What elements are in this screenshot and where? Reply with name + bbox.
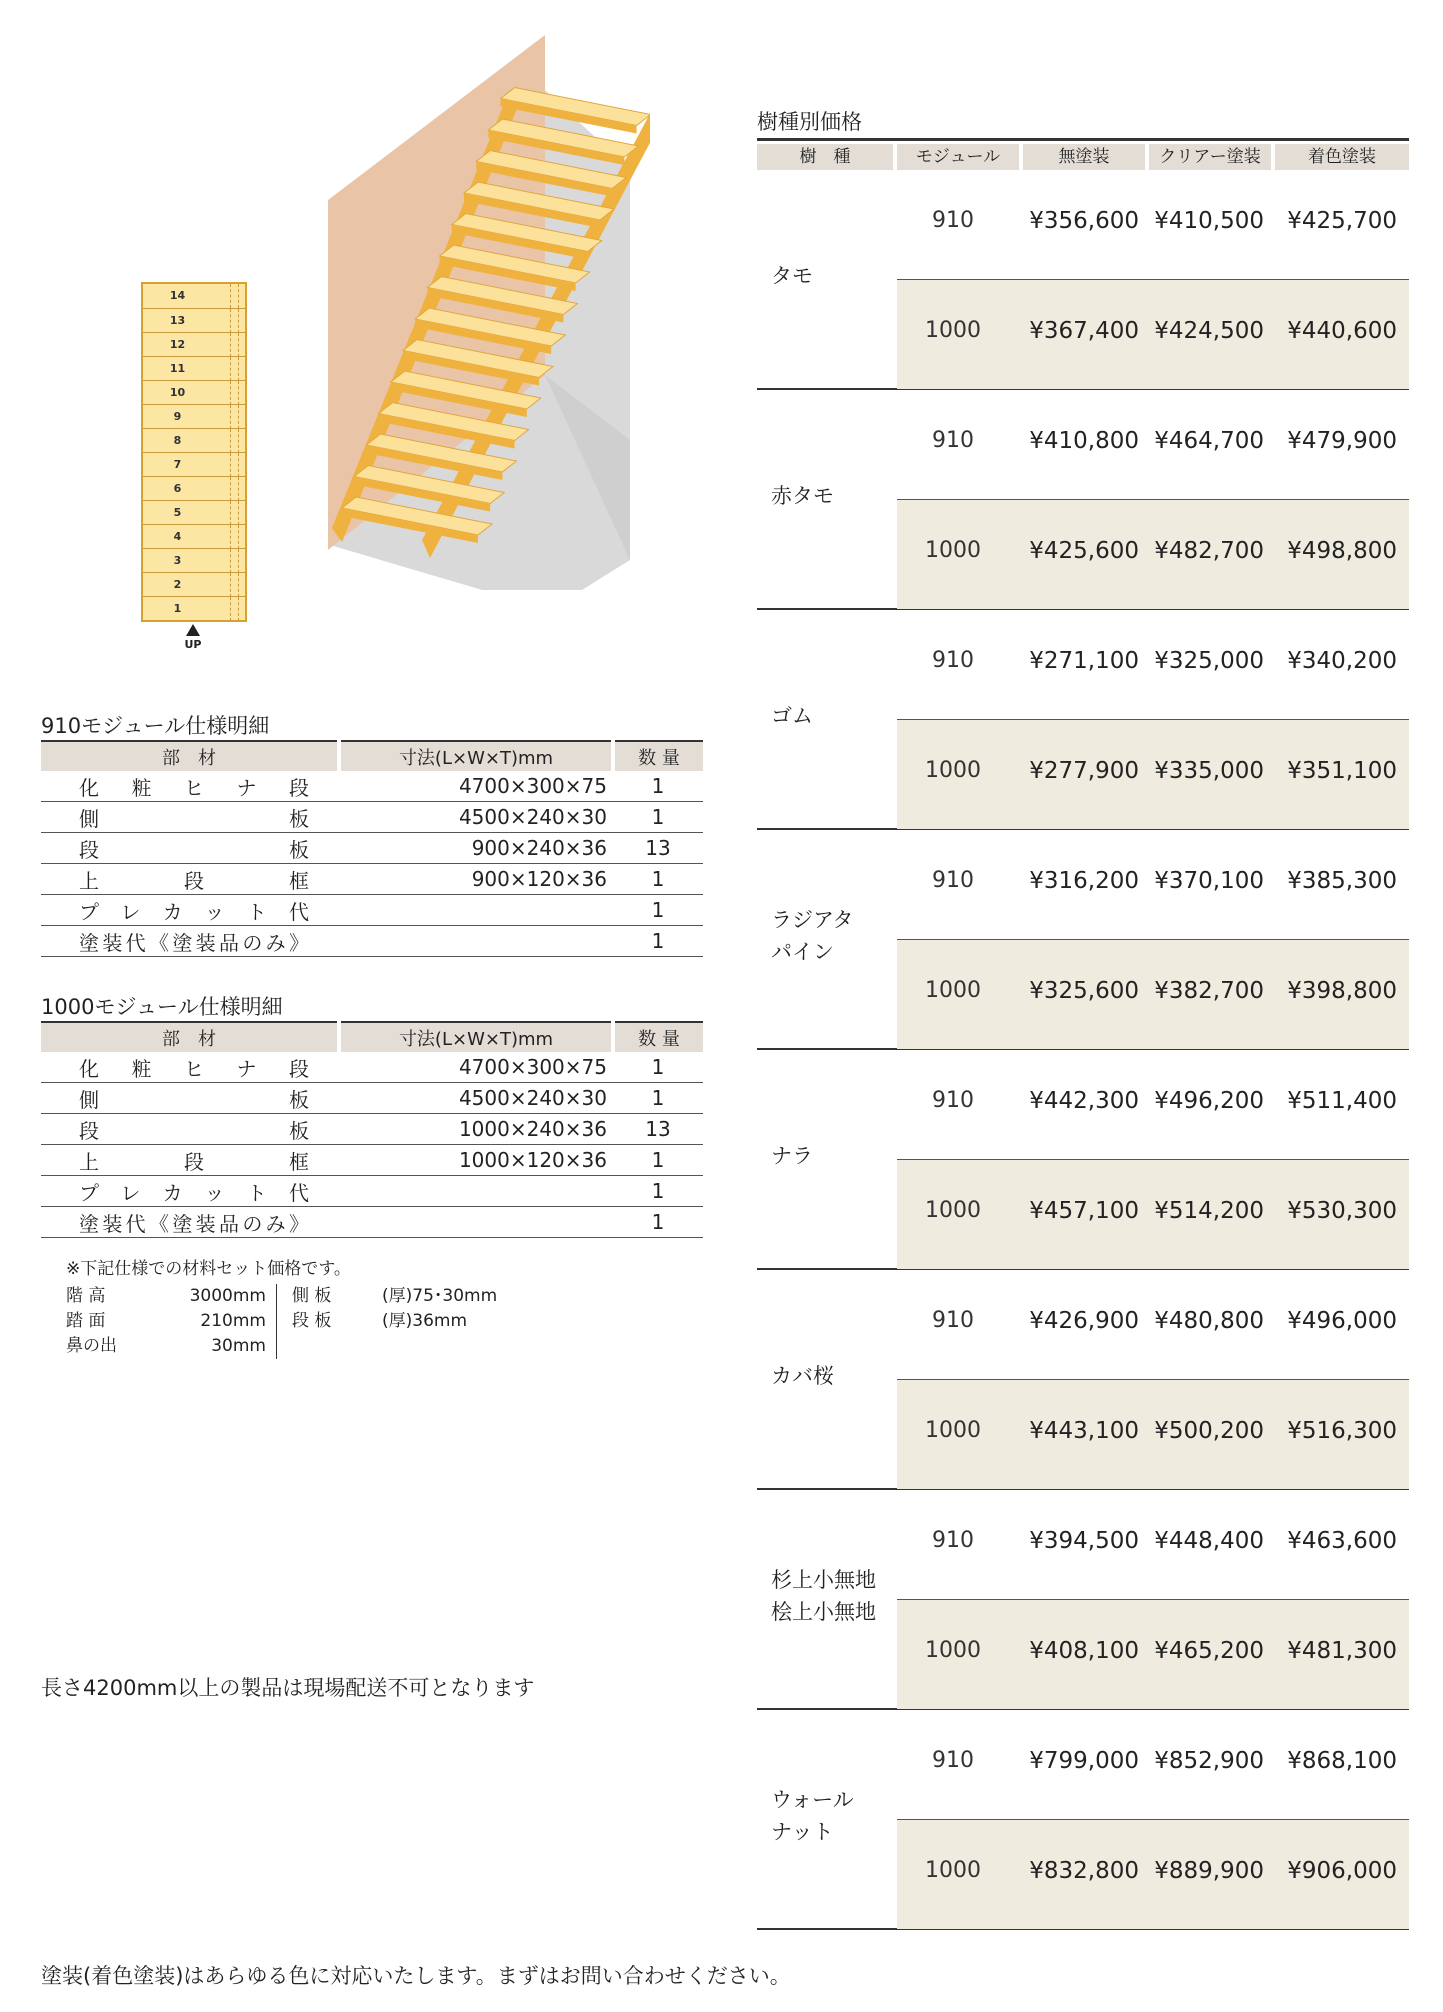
plan-step — [143, 548, 245, 573]
plan-step — [143, 356, 245, 381]
header-part: 部 材 — [41, 741, 339, 771]
price-row — [897, 170, 1409, 280]
price-clear: ¥480,800 — [1154, 1308, 1264, 1334]
header-species: 樹 種 — [757, 144, 893, 170]
part-qty: 1 — [613, 1145, 703, 1176]
module-value: 910 — [932, 428, 974, 453]
price-clear: ¥370,100 — [1154, 868, 1264, 894]
price-unfinished: ¥425,600 — [1029, 538, 1139, 564]
spec-row — [41, 1145, 703, 1176]
species-line: カバ桜 — [771, 1364, 834, 1388]
price-group — [757, 1270, 1409, 1490]
price-row — [897, 390, 1409, 500]
price-unfinished: ¥325,600 — [1029, 978, 1139, 1004]
module-value: 1000 — [925, 318, 981, 343]
price-unfinished: ¥408,100 — [1029, 1638, 1139, 1664]
module-value: 910 — [932, 648, 974, 673]
part-qty: 1 — [613, 1052, 703, 1083]
species-line: ラジアタ — [771, 908, 854, 932]
price-clear: ¥464,700 — [1154, 428, 1264, 454]
species-line: 杉上小無地 — [771, 1568, 876, 1592]
part-size: 4500×240×30 — [458, 805, 607, 829]
price-group — [757, 170, 1409, 390]
price-row — [897, 1160, 1409, 1269]
spec-row — [41, 1083, 703, 1114]
price-unfinished: ¥443,100 — [1029, 1418, 1139, 1444]
price-clear: ¥496,200 — [1154, 1088, 1264, 1114]
spec-row — [41, 1114, 703, 1145]
part-size: 900×240×36 — [471, 836, 607, 860]
part-qty: 1 — [613, 895, 703, 926]
price-clear: ¥424,500 — [1154, 318, 1264, 344]
price-clear: ¥382,700 — [1154, 978, 1264, 1004]
price-row — [897, 1270, 1409, 1380]
price-clear: ¥482,700 — [1154, 538, 1264, 564]
part-size — [607, 929, 613, 953]
part-qty: 1 — [613, 864, 703, 895]
part-name: 段板 — [79, 1118, 309, 1143]
species-name — [771, 1784, 854, 1848]
plan-step — [143, 404, 245, 429]
part-name: 塗装代《塗装品のみ》 — [79, 930, 309, 955]
module-value: 1000 — [925, 978, 981, 1003]
cond-row: 段 板 (厚)36mm — [292, 1311, 468, 1331]
plan-step — [143, 332, 245, 357]
price-clear: ¥500,200 — [1154, 1418, 1264, 1444]
spec910-table — [41, 740, 703, 957]
part-qty: 1 — [613, 1083, 703, 1114]
price-colored: ¥516,300 — [1287, 1418, 1397, 1444]
price-unfinished: ¥410,800 — [1029, 428, 1139, 454]
spec-row — [41, 1052, 703, 1083]
part-qty: 1 — [613, 1176, 703, 1207]
plan-step-number: 4 — [173, 530, 182, 543]
plan-step — [143, 572, 245, 597]
plan-step-number: 5 — [173, 506, 182, 519]
price-clear: ¥325,000 — [1154, 648, 1264, 674]
part-size — [607, 1210, 613, 1234]
species-name — [771, 1564, 876, 1628]
price-row — [897, 610, 1409, 720]
part-size: 1000×240×36 — [458, 1117, 607, 1141]
conditions-left — [66, 1284, 277, 1359]
part-name: 側板 — [79, 806, 309, 831]
plan-step — [143, 524, 245, 549]
price-colored: ¥340,200 — [1287, 648, 1397, 674]
module-value: 910 — [932, 208, 974, 233]
plan-step-number: 14 — [169, 289, 186, 302]
footer-note: 塗装(着色塗装)はあらゆる色に対応いたします。まずはお問い合わせください。 — [41, 1964, 791, 1988]
plan-step-number: 9 — [173, 410, 182, 423]
price-colored: ¥868,100 — [1287, 1748, 1397, 1774]
header-qty: 数 量 — [613, 741, 703, 771]
part-name: 化粧ヒナ段 — [79, 775, 309, 800]
cond-row: 階 高 3000mm — [66, 1286, 266, 1306]
material-set-note: ※下記仕様での材料セット価格です。 — [66, 1259, 351, 1279]
part-size: 1000×120×36 — [458, 1148, 607, 1172]
plan-step-number: 3 — [173, 554, 182, 567]
spec1000-title: 1000モジュール仕様明細 — [41, 995, 283, 1019]
plan-step-number: 6 — [173, 482, 182, 495]
price-clear: ¥410,500 — [1154, 208, 1264, 234]
header-unfinished: 無塗装 — [1023, 144, 1145, 170]
species-name — [771, 1140, 813, 1172]
species-line: ゴム — [771, 704, 813, 728]
price-clear: ¥448,400 — [1154, 1528, 1264, 1554]
price-colored: ¥440,600 — [1287, 318, 1397, 344]
module-value: 1000 — [925, 1858, 981, 1883]
price-colored: ¥463,600 — [1287, 1528, 1397, 1554]
price-clear: ¥335,000 — [1154, 758, 1264, 784]
price-group — [757, 610, 1409, 830]
plan-step — [143, 308, 245, 333]
header-size: 寸法(L×W×T)mm — [339, 1022, 613, 1052]
cond-row: 鼻の出 30mm — [66, 1336, 266, 1356]
species-line: 赤タモ — [771, 484, 834, 508]
price-row — [897, 1380, 1409, 1489]
part-size: 4700×300×75 — [458, 774, 607, 798]
price-colored: ¥498,800 — [1287, 538, 1397, 564]
module-value: 1000 — [925, 538, 981, 563]
price-colored: ¥511,400 — [1287, 1088, 1397, 1114]
header-clear: クリアー塗装 — [1149, 144, 1271, 170]
price-group — [757, 1710, 1409, 1930]
price-colored: ¥351,100 — [1287, 758, 1397, 784]
plan-step-number: 12 — [169, 338, 186, 351]
part-name: プレカット代 — [79, 1180, 309, 1205]
price-colored: ¥530,300 — [1287, 1198, 1397, 1224]
plan-step — [143, 500, 245, 525]
price-clear: ¥514,200 — [1154, 1198, 1264, 1224]
plan-step — [143, 380, 245, 405]
price-unfinished: ¥832,800 — [1029, 1858, 1139, 1884]
part-name: 上段框 — [79, 868, 309, 893]
header-qty: 数 量 — [613, 1022, 703, 1052]
price-unfinished: ¥457,100 — [1029, 1198, 1139, 1224]
species-line: 桧上小無地 — [771, 1600, 876, 1624]
spec-row — [41, 1207, 703, 1238]
header-size: 寸法(L×W×T)mm — [339, 741, 613, 771]
spec-row — [41, 802, 703, 833]
price-row — [897, 940, 1409, 1049]
spec910-title: 910モジュール仕様明細 — [41, 714, 270, 738]
module-value: 1000 — [925, 758, 981, 783]
part-qty: 1 — [613, 926, 703, 957]
module-value: 910 — [932, 1308, 974, 1333]
part-name: 側板 — [79, 1087, 309, 1112]
part-size: 4700×300×75 — [458, 1055, 607, 1079]
price-unfinished: ¥442,300 — [1029, 1088, 1139, 1114]
species-name — [771, 700, 813, 732]
module-value: 910 — [932, 1528, 974, 1553]
price-group — [757, 1490, 1409, 1710]
conditions-right — [292, 1284, 532, 1334]
module-value: 910 — [932, 1748, 974, 1773]
plan-step-number: 10 — [169, 386, 186, 399]
price-unfinished: ¥367,400 — [1029, 318, 1139, 344]
price-unfinished: ¥799,000 — [1029, 1748, 1139, 1774]
species-line: ナット — [771, 1820, 834, 1844]
price-colored: ¥385,300 — [1287, 868, 1397, 894]
staircase-illustration — [320, 30, 650, 590]
species-name — [771, 260, 813, 292]
spec1000-table — [41, 1021, 703, 1238]
price-unfinished: ¥356,600 — [1029, 208, 1139, 234]
spec-row — [41, 926, 703, 957]
part-size — [607, 1179, 613, 1203]
module-value: 1000 — [925, 1638, 981, 1663]
price-colored: ¥425,700 — [1287, 208, 1397, 234]
part-qty: 1 — [613, 771, 703, 802]
part-qty: 1 — [613, 802, 703, 833]
price-colored: ¥496,000 — [1287, 1308, 1397, 1334]
cond-row: 側 板 (厚)75･30mm — [292, 1286, 498, 1306]
header-module: モジュール — [897, 144, 1019, 170]
price-row — [897, 500, 1409, 609]
spec-row — [41, 833, 703, 864]
price-colored: ¥479,900 — [1287, 428, 1397, 454]
price-colored: ¥398,800 — [1287, 978, 1397, 1004]
module-value: 1000 — [925, 1198, 981, 1223]
plan-step-number: 11 — [169, 362, 186, 375]
price-clear: ¥852,900 — [1154, 1748, 1264, 1774]
species-line: タモ — [771, 264, 813, 288]
plan-step-number: 13 — [169, 314, 186, 327]
price-colored: ¥906,000 — [1287, 1858, 1397, 1884]
species-name — [771, 480, 834, 512]
part-name: 塗装代《塗装品のみ》 — [79, 1211, 309, 1236]
plan-step-number: 8 — [173, 434, 182, 447]
price-row — [897, 1710, 1409, 1820]
part-size: 4500×240×30 — [458, 1086, 607, 1110]
plan-step-number: 7 — [173, 458, 182, 471]
plan-step — [143, 452, 245, 477]
header-colored: 着色塗装 — [1275, 144, 1409, 170]
module-value: 910 — [932, 868, 974, 893]
plan-step-number: 1 — [173, 602, 182, 615]
spec-row — [41, 895, 703, 926]
price-unfinished: ¥316,200 — [1029, 868, 1139, 894]
price-unfinished: ¥277,900 — [1029, 758, 1139, 784]
price-row — [897, 1490, 1409, 1600]
price-colored: ¥481,300 — [1287, 1638, 1397, 1664]
species-line: パイン — [771, 940, 834, 964]
species-name — [771, 1360, 834, 1392]
part-name: 段板 — [79, 837, 309, 862]
spec-row — [41, 771, 703, 802]
plan-step — [143, 428, 245, 453]
module-value: 910 — [932, 1088, 974, 1113]
part-name: プレカット代 — [79, 899, 309, 924]
price-row — [897, 1820, 1409, 1929]
price-group — [757, 830, 1409, 1050]
price-group — [757, 390, 1409, 610]
part-size: 900×120×36 — [471, 867, 607, 891]
species-name — [771, 904, 854, 968]
price-unfinished: ¥271,100 — [1029, 648, 1139, 674]
price-unfinished: ¥426,900 — [1029, 1308, 1139, 1334]
header-part: 部 材 — [41, 1022, 339, 1052]
price-unfinished: ¥394,500 — [1029, 1528, 1139, 1554]
up-label: UP — [184, 638, 202, 651]
price-title: 樹種別価格 — [757, 110, 862, 134]
price-group — [757, 1050, 1409, 1270]
spec-row — [41, 864, 703, 895]
part-size — [607, 898, 613, 922]
price-clear: ¥889,900 — [1154, 1858, 1264, 1884]
cond-row: 踏 面 210mm — [66, 1311, 266, 1331]
price-clear: ¥465,200 — [1154, 1638, 1264, 1664]
price-row — [897, 720, 1409, 829]
delivery-note: 長さ4200mm以上の製品は現場配送不可となります — [41, 1676, 535, 1700]
up-arrow-icon — [186, 624, 200, 636]
module-value: 1000 — [925, 1418, 981, 1443]
stair-plan-view — [141, 282, 247, 622]
price-row — [897, 1600, 1409, 1709]
price-row — [897, 1050, 1409, 1160]
plan-step — [143, 596, 245, 621]
species-line: ナラ — [771, 1144, 813, 1168]
part-qty: 13 — [613, 833, 703, 864]
plan-step — [143, 284, 245, 308]
part-qty: 13 — [613, 1114, 703, 1145]
part-name: 化粧ヒナ段 — [79, 1056, 309, 1081]
part-name: 上段框 — [79, 1149, 309, 1174]
species-line: ウォール — [771, 1788, 854, 1812]
price-row — [897, 830, 1409, 940]
price-row — [897, 280, 1409, 389]
spec-row — [41, 1176, 703, 1207]
part-qty: 1 — [613, 1207, 703, 1238]
plan-step-number: 2 — [173, 578, 182, 591]
plan-step — [143, 476, 245, 501]
price-header — [757, 138, 1409, 170]
